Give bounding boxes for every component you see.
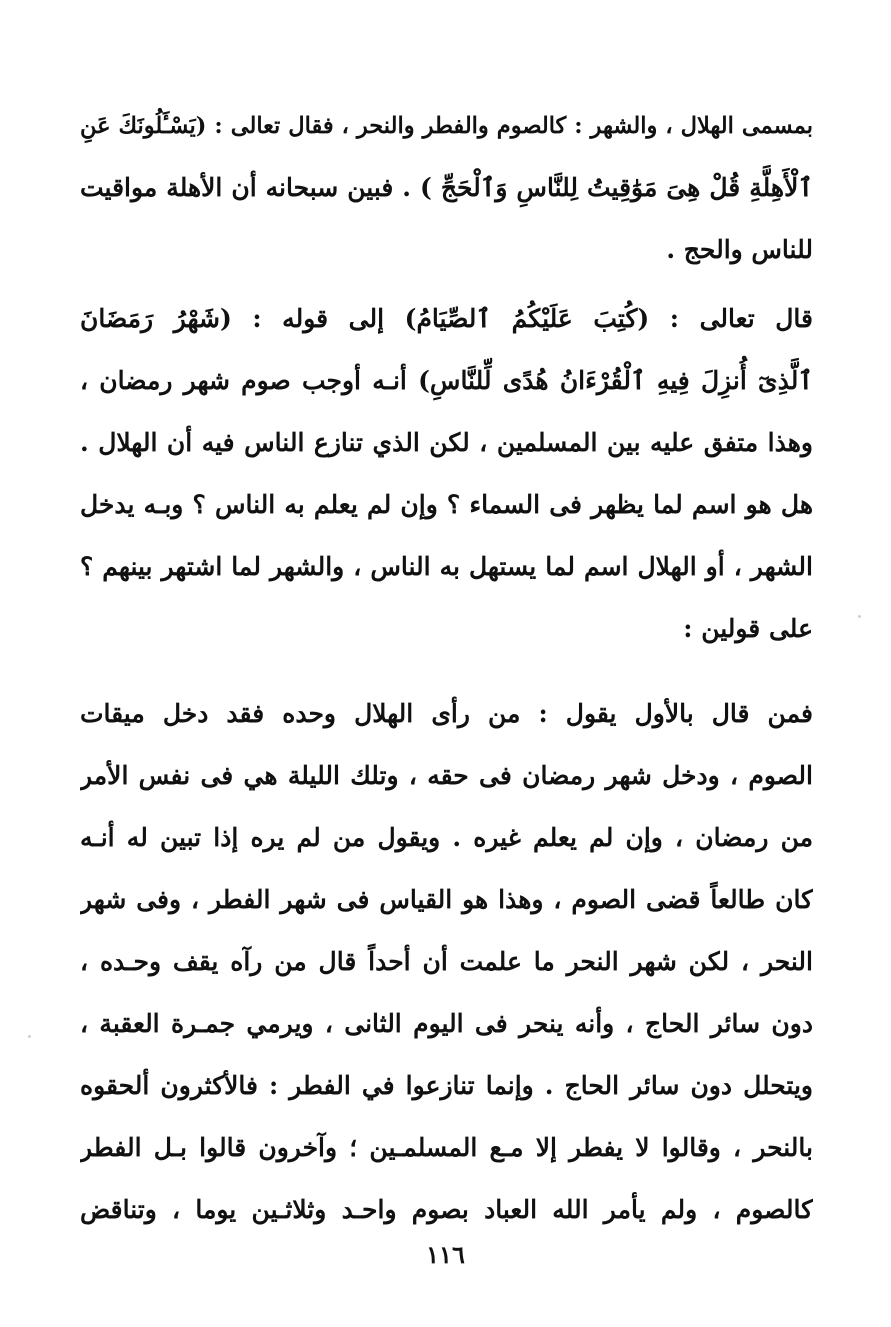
text-line: ويتحلل دون سائر الحاج . وإنما تنازعوا في الفطر : فالأكثرون ألحقوه [80,1071,813,1100]
text-line: من رمضان ، وإن لم يعلم غيره . ويقول من لم يره إذا تبين له أنـه [80,823,813,852]
text-line: ٱلْأَهِلَّةِ قُلْ هِىَ مَوَٰقِيتُ لِلنَّاسِ وَٱلْحَجِّ ) . فبين سبحانه أن الأهلة مواقيت [80,173,813,202]
text-line: قال تعالى : (كُتِبَ عَلَيْكُمُ ٱلصِّيَامُ) إلى قوله : (شَهْرُ رَمَضَانَ [80,304,813,333]
text-line: هل هو اسم لما يظهر فى السماء ؟ وإن لم يعلم به الناس ؟ وبـه يدخل [80,490,813,519]
page-number: ١١٦ [426,1240,465,1269]
text-line: بمسمى الهلال ، والشهر : كالصوم والفطر والنحر ، فقال تعالى : (يَسْـَٔلُونَكَ عَنِ [80,113,813,139]
text-line: فمن قال بالأول يقول : من رأى الهلال وحده فقد دخل ميقات [80,699,813,728]
text-line: على قولين : [683,614,813,643]
paragraph-1 [80,95,813,281]
text-line: الصوم ، ودخل شهر رمضان فى حقه ، وتلك الليلة هي فى نفس الأمر [80,761,813,790]
scan-speck [858,615,861,618]
text-line: النحر ، لكن شهر النحر ما علمت أن أحداً قال من رآه يقف وحـده ، [80,947,813,976]
text-line: للناس والحج . [666,235,813,264]
text-line: وهذا متفق عليه بين المسلمين ، لكن الذي تنازع الناس فيه أن الهلال . [80,428,813,457]
scan-speck [28,1035,31,1038]
text-line: كالصوم ، ولم يأمر الله العباد بصوم واحـد وثلاثـين يوما ، وتناقض [80,1195,813,1224]
text-line: دون سائر الحاج ، وأنه ينحر فى اليوم الثانى ، ويرمي جمـرة العقبة ، [80,1009,813,1038]
paragraph-2 [80,288,813,660]
text-line: كان طالعاً قضى الصوم ، وهذا هو القياس فى شهر الفطر ، وفى شهر [80,885,813,914]
text-line: ٱلَّذِىٓ أُنزِلَ فِيهِ ٱلْقُرْءَانُ هُدًى لِّلنَّاسِ) أنـه أوجب صوم شهر رمضان ، [80,366,813,395]
text-line: الشهر ، أو الهلال اسم لما يستهل به الناس ، والشهر لما اشتهر بينهم ؟ [80,552,813,581]
text-line: بالنحر ، وقالوا لا يفطر إلا مـع المسلمـين ؛ وآخرون قالوا بـل الفطر [80,1133,813,1162]
paragraph-3 [80,683,813,1241]
